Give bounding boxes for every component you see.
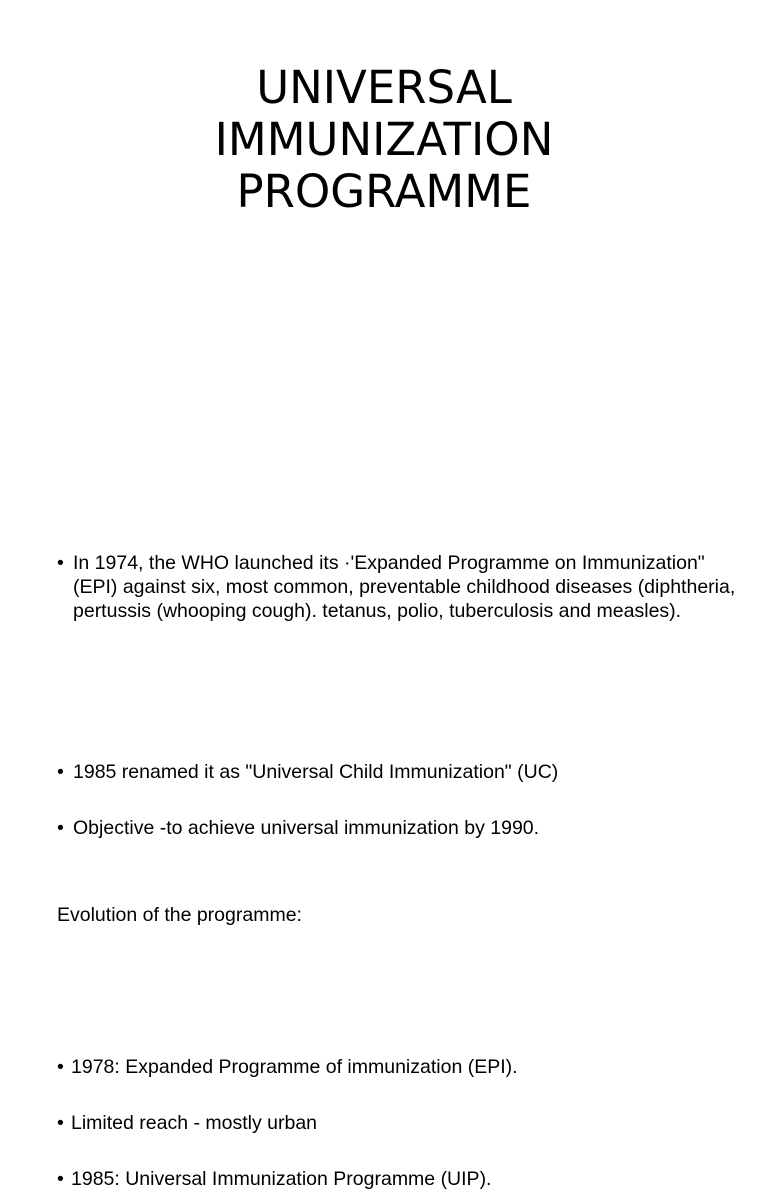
evolution-item-limited-reach: • Limited reach - mostly urban — [57, 1111, 741, 1135]
evolution-item-1978: • 1978: Expanded Programme of immunization (EPI). — [57, 1055, 741, 1079]
bullet-renamed-1985: • 1985 renamed it as "Universal Child Immunization" (UC) — [57, 760, 743, 784]
bullet-epi-1974: • In 1974, the WHO launched its ·'Expanded Programme on Immunization" (EPI) against six, most common, preventable childhood diseases (diphtheria, pertussis (whooping cough). tetanus, polio, tuberculosis and measles). — [57, 551, 743, 623]
title-line-2: IMMUNIZATION — [214, 113, 554, 166]
evolution-item-1985: • 1985: Universal Immunization Programme (UIP). — [57, 1167, 741, 1191]
evolution-heading: Evolution of the programme: — [57, 904, 302, 926]
title-line-1: UNIVERSAL — [256, 61, 512, 114]
slide-title — [0, 62, 768, 218]
bullet-objective: • Objective -to achieve universal immunization by 1990. — [57, 816, 743, 840]
title-line-3: PROGRAMME — [236, 165, 532, 218]
